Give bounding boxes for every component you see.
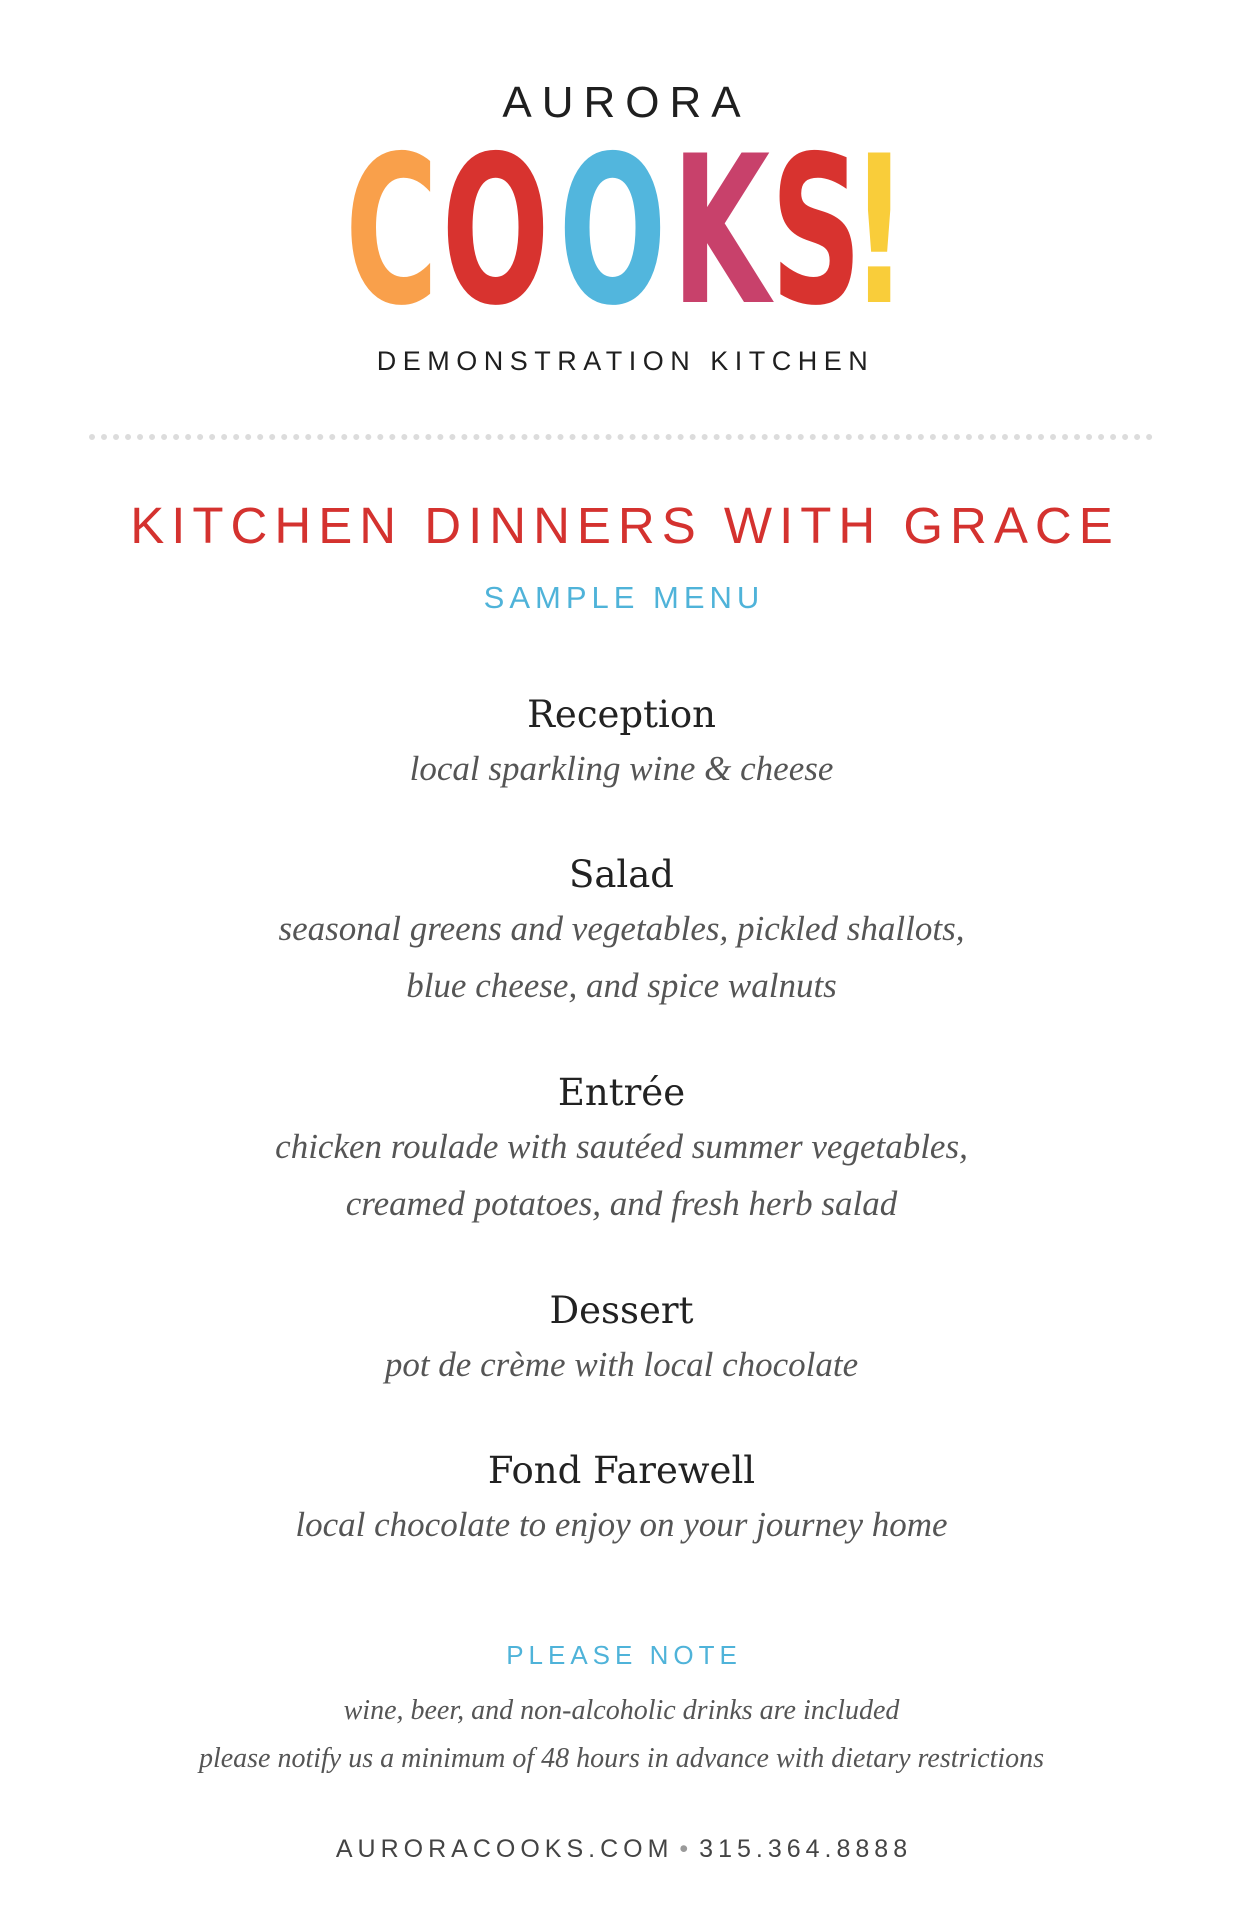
course-description: pot de crème with local chocolate	[384, 1345, 859, 1384]
course-name: Fond Farewell	[487, 1449, 756, 1492]
course-description: blue cheese, and spice walnuts	[406, 966, 837, 1005]
logo-letter: S	[770, 113, 864, 351]
event-subtitle: SAMPLE MENU	[483, 580, 765, 615]
course-description: local sparkling wine & cheese	[409, 749, 834, 788]
logo-letter: !	[849, 113, 909, 351]
logo-letter: O	[558, 113, 668, 351]
course-reception	[0, 690, 1243, 797]
website-link[interactable]: AURORACOOKS.COM	[335, 1835, 674, 1863]
course-name: Reception	[527, 693, 716, 736]
note-heading: PLEASE NOTE	[506, 1640, 742, 1670]
logo-letter: C	[344, 113, 440, 351]
course-fond-farewell	[0, 1446, 1243, 1553]
event-title: KITCHEN DINNERS WITH GRACE	[130, 497, 1120, 554]
logo-letter: K	[671, 113, 772, 351]
logo-bottom-text: DEMONSTRATION KITCHEN	[376, 346, 875, 376]
logo-cooks-wordmark	[0, 113, 1243, 351]
course-dessert	[0, 1286, 1243, 1393]
course-name: Salad	[569, 853, 674, 896]
note-line: wine, beer, and non-alcoholic drinks are included	[343, 1695, 900, 1726]
course-description: seasonal greens and vegetables, pickled shallots,	[278, 909, 965, 948]
course-description: local chocolate to enjoy on your journey home	[295, 1505, 948, 1544]
course-salad	[0, 850, 1243, 1014]
footer-contact	[0, 1835, 1243, 1864]
logo-top-text: AURORA	[502, 78, 751, 127]
logo-letter: O	[441, 113, 552, 351]
course-description: creamed potatoes, and fresh herb salad	[345, 1184, 898, 1223]
note-line: please notify us a minimum of 48 hours in advance with dietary restrictions	[198, 1743, 1045, 1774]
phone-number: 315.364.8888	[699, 1835, 913, 1863]
dotted-divider	[89, 434, 1153, 440]
course-name: Entrée	[557, 1071, 686, 1114]
course-name: Dessert	[549, 1289, 694, 1332]
course-description: chicken roulade with sautéed summer vegetables,	[275, 1127, 968, 1166]
course-entree	[0, 1068, 1243, 1232]
separator-dot: •	[679, 1835, 694, 1863]
